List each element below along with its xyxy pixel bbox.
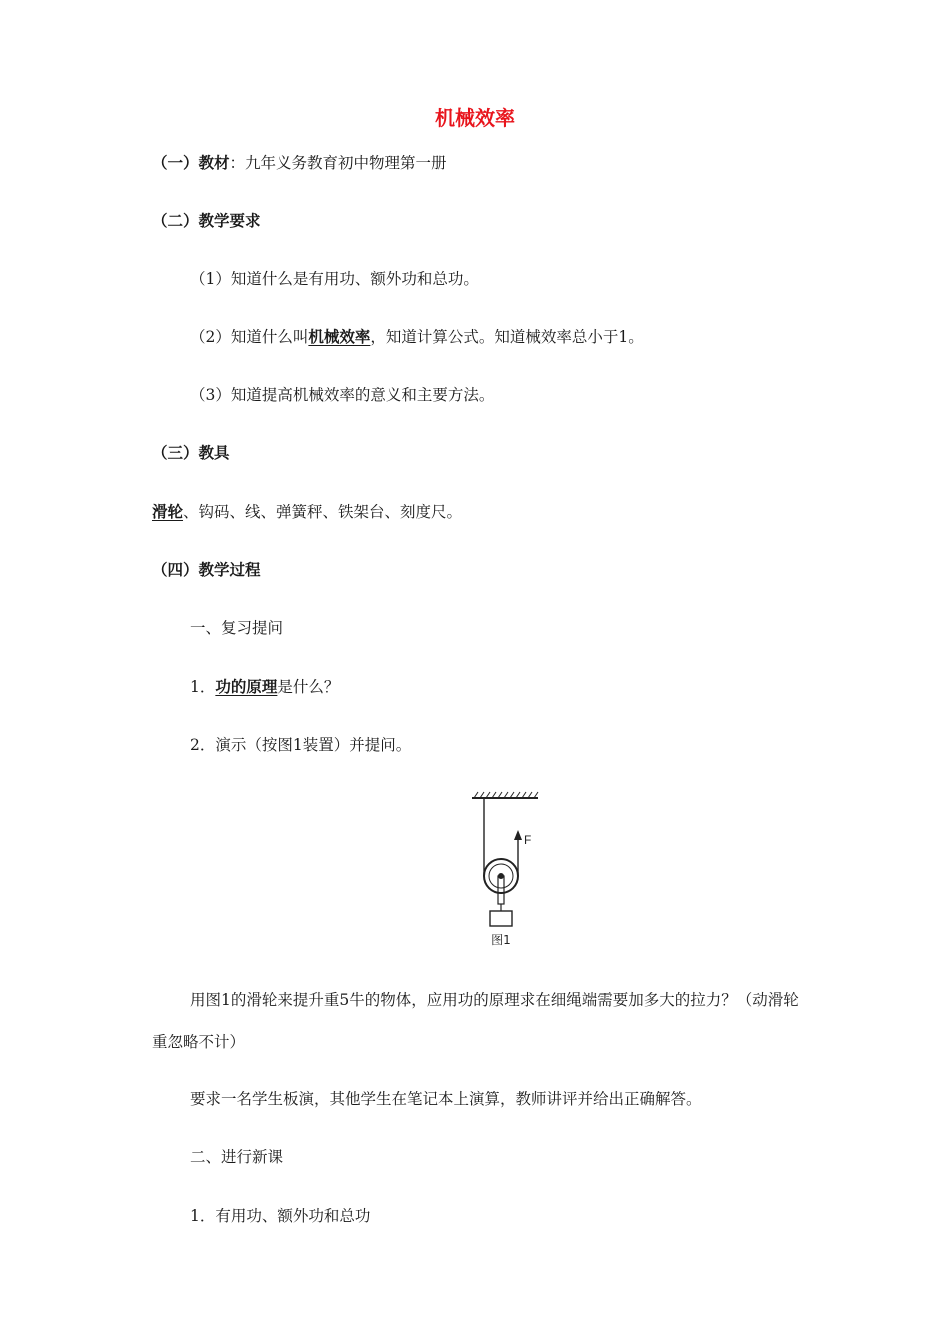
term-mechanical-efficiency: 机械效率 xyxy=(308,328,371,346)
section-textbook-text: 九年义务教育初中物理第一册 xyxy=(245,154,447,172)
document-title: 机械效率 xyxy=(435,106,515,130)
requirement-2: （2）知道什么叫机械效率，知道计算公式。知道械效率总小于1。 xyxy=(190,328,644,346)
force-label: F xyxy=(524,833,532,847)
requirement-1: （1）知道什么是有用功、额外功和总功。 xyxy=(190,270,479,288)
review-heading: 一、复习提问 xyxy=(190,619,284,637)
section-tools-heading: （三）教具 xyxy=(152,444,230,462)
paragraph-1-line-1: 用图1的滑轮来提升重5牛的物体，应用功的原理求在细绳端需要加多大的拉力？（动滑轮 xyxy=(190,991,799,1009)
term-pulley: 滑轮 xyxy=(152,503,184,521)
paragraph-2: 要求一名学生板演，其他学生在笔记本上演算，教师讲评并给出正确解答。 xyxy=(190,1090,702,1108)
section-requirements-heading: （二）教学要求 xyxy=(152,212,261,230)
requirement-3: （3）知道提高机械效率的意义和主要方法。 xyxy=(190,386,495,404)
pulley-diagram xyxy=(468,790,548,950)
new-lesson-heading: 二、进行新课 xyxy=(190,1148,284,1166)
paragraph-1-line-2: 重忽略不计） xyxy=(152,1033,246,1051)
force-arrow-icon xyxy=(514,830,522,840)
item-1: 1．有用功、额外功和总功 xyxy=(190,1207,371,1225)
section-textbook: （一）教材：九年义务教育初中物理第一册 xyxy=(152,154,447,172)
pulley-bracket xyxy=(498,876,504,904)
weight-block xyxy=(490,911,512,926)
term-principle-of-work: 功的原理 xyxy=(215,678,278,696)
section-process-heading: （四）教学过程 xyxy=(152,561,261,579)
question-2: 2．演示（按图1装置）并提问。 xyxy=(190,736,412,754)
question-1: 1．功的原理是什么？ xyxy=(190,678,340,696)
ceiling-hatch xyxy=(472,792,538,798)
figure-caption: 图1 xyxy=(491,933,511,947)
tools-list: 滑轮、钩码、线、弹簧秤、铁架台、刻度尺。 xyxy=(152,503,463,521)
section-textbook-label: （一）教材 xyxy=(152,154,230,172)
